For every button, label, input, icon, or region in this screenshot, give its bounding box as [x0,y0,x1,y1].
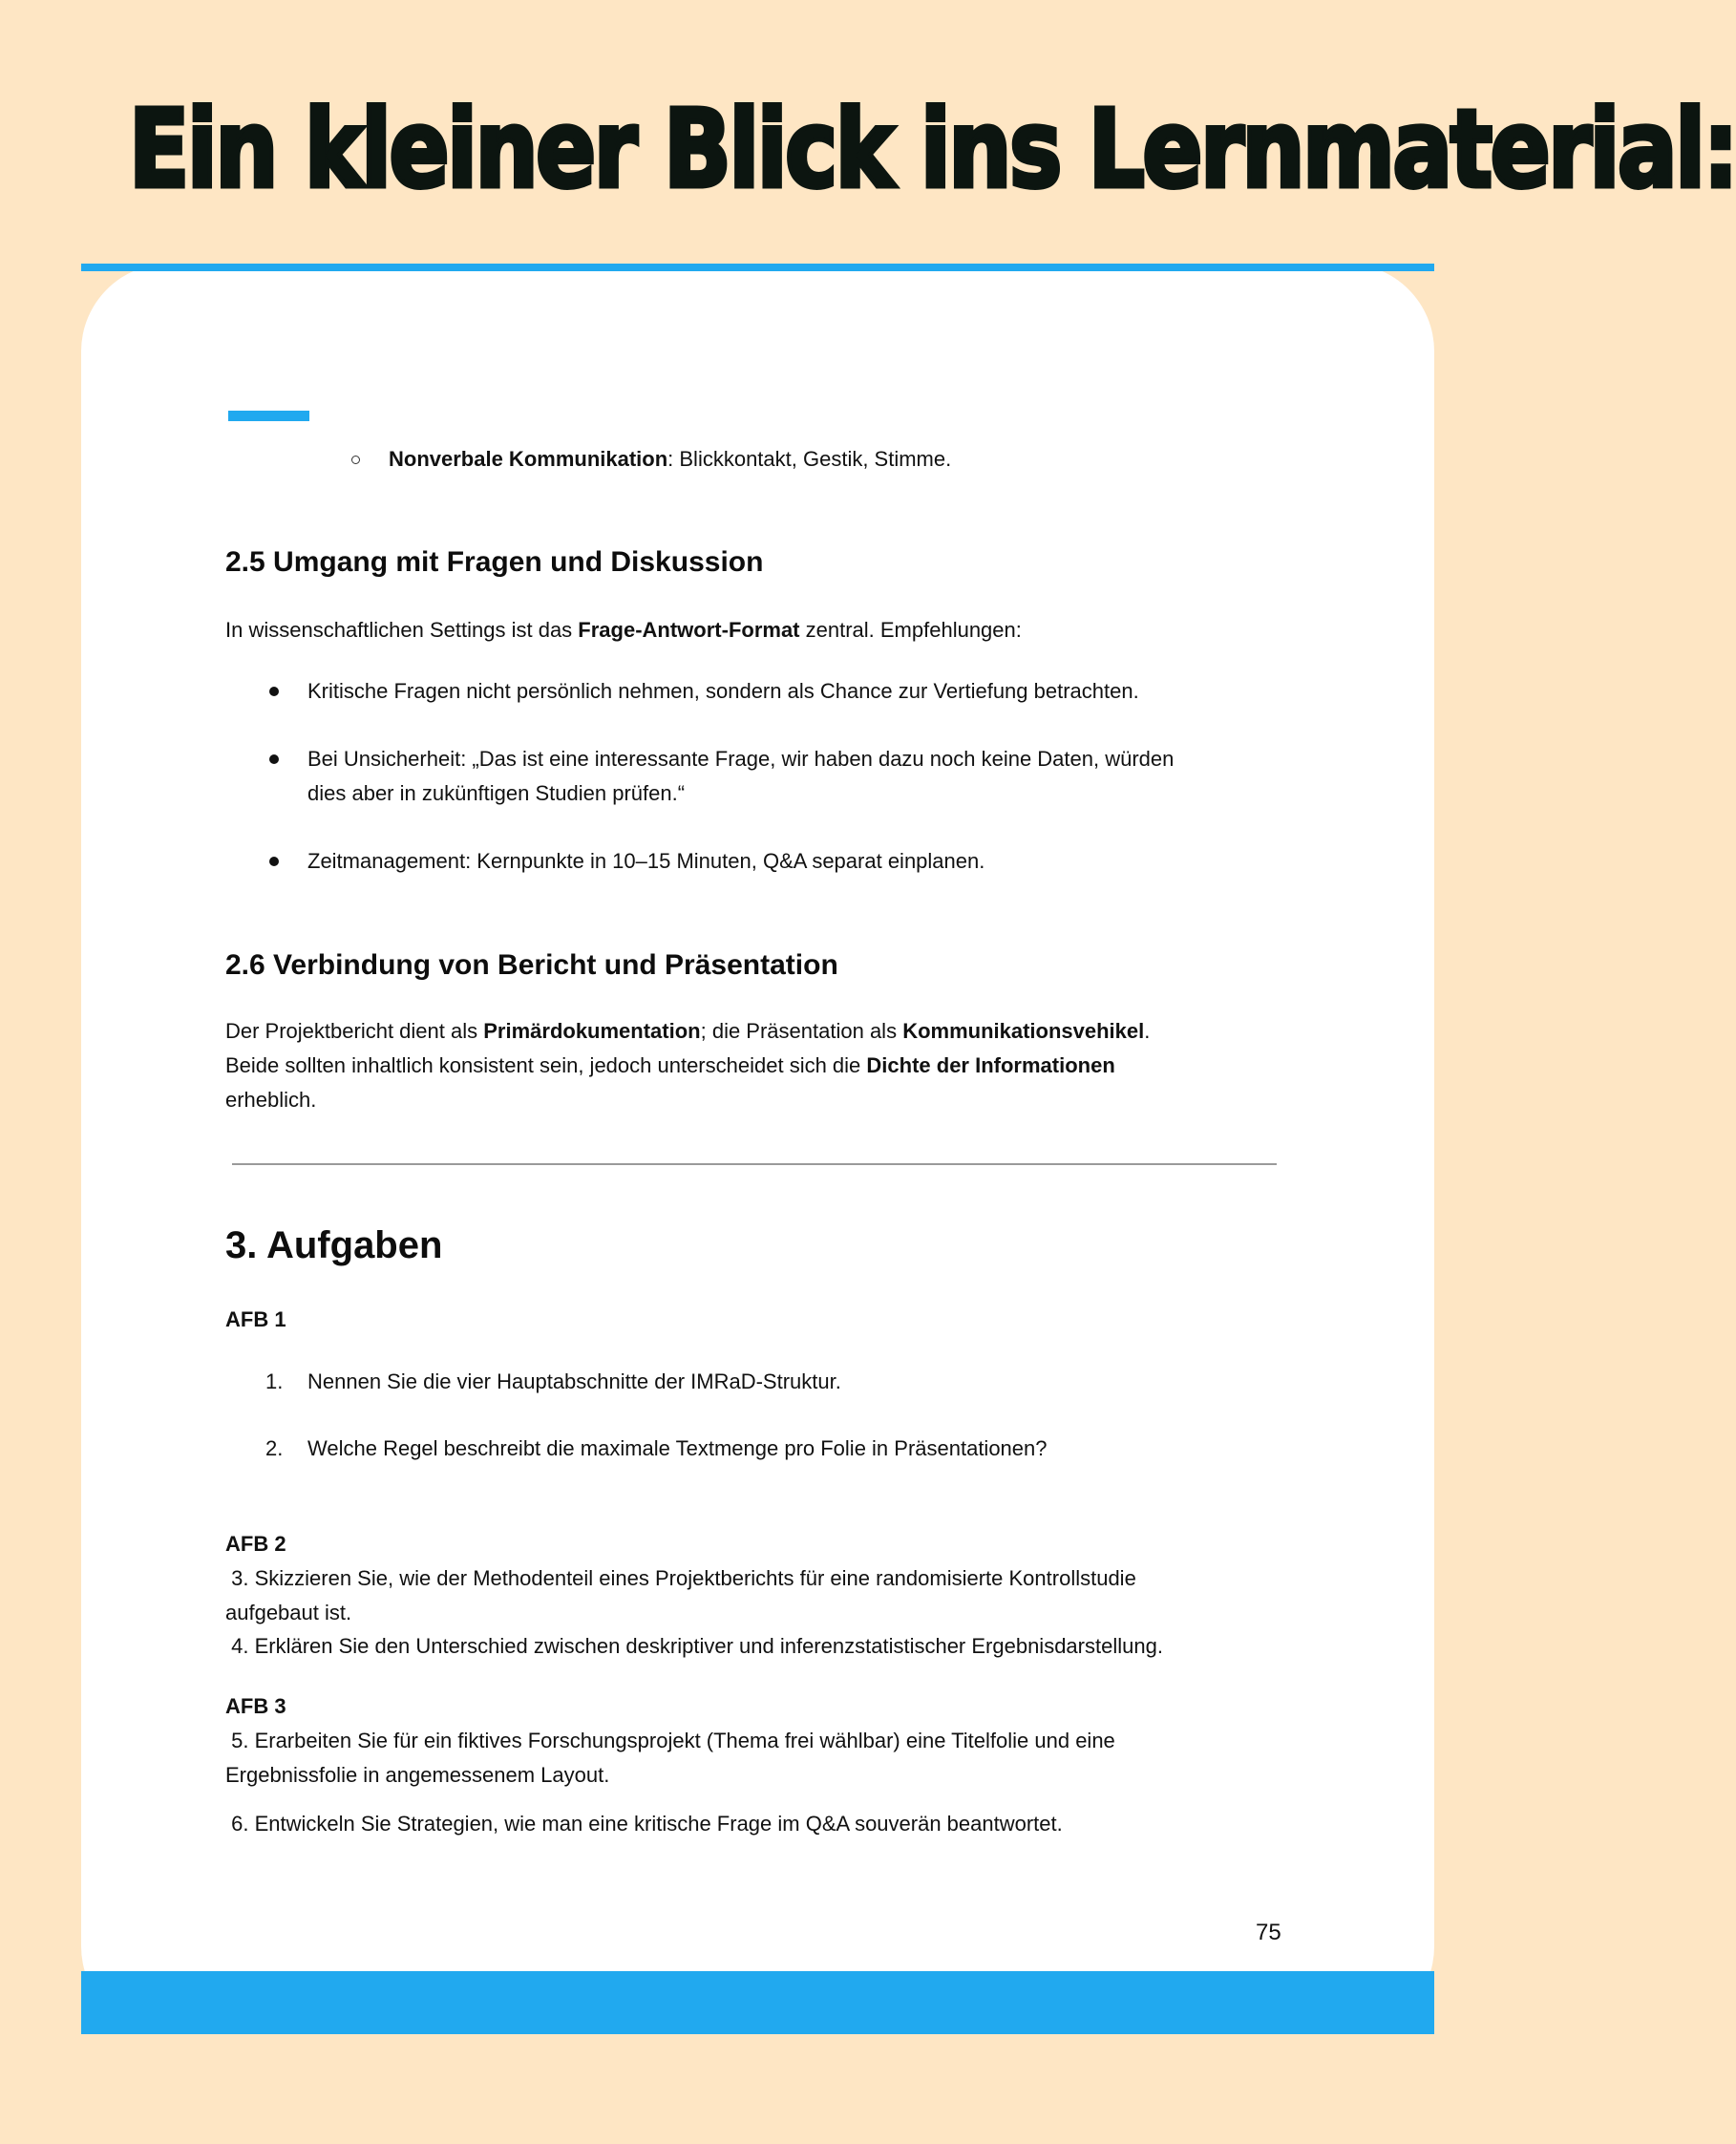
horizontal-divider [232,1163,1277,1165]
intro-text: In wissenschaftlichen Settings ist das [225,618,579,642]
task-item: Welche Regel beschreibt die maximale Textmenge pro Folie in Präsentationen? [307,1436,1048,1460]
afb-2-label: AFB 2 [225,1532,286,1556]
section-2-6-line-1 [225,1014,1150,1049]
task-item: 4. Erklären Sie den Unterschied zwischen deskriptiver und inferenzstatistischer Ergebnisdarstellung. [225,1634,1163,1658]
bullet-item: Kritische Fragen nicht persönlich nehmen, sondern als Chance zur Vertiefung betrachten. [307,679,1139,703]
page-number: 75 [1256,1920,1281,1945]
section-2-6-line-3: erheblich. [225,1088,317,1112]
bottom-accent-band [81,1971,1434,2034]
afb-3-label: AFB 3 [225,1694,286,1718]
bold-term: Primärdokumentation [483,1019,701,1043]
afb-1-label: AFB 1 [225,1307,286,1331]
task-item-continuation: aufgebaut ist. [225,1601,352,1624]
section-heading-3: 3. Aufgaben [225,1224,443,1266]
bullet-item-continuation: dies aber in zukünftigen Studien prüfen.“ [307,781,686,805]
accent-bar [228,411,309,421]
banner-title: Ein kleiner Blick ins Lernmaterial: [128,88,1736,212]
document-page-card [81,264,1434,2034]
bold-term: Kommunikationsvehikel [902,1019,1145,1043]
section-2-5-intro [225,613,1022,647]
task-item: 5. Erarbeiten Sie für ein fiktives Forschungsprojekt (Thema frei wählbar) eine Titelfolie und eine [225,1729,1115,1752]
paragraph-text: ; die Präsentation als [700,1019,903,1043]
list-number: 1. [265,1369,284,1393]
intro-bold-term: Frage-Antwort-Format [578,618,800,642]
sub-bullet-term: Nonverbale Kommunikation [389,447,668,471]
task-item: 3. Skizzieren Sie, wie der Methodenteil eines Projektberichts für eine randomisierte Kontrollstudie [225,1566,1136,1590]
bullet-icon [269,857,279,866]
bullet-item: Zeitmanagement: Kernpunkte in 10–15 Minuten, Q&A separat einplanen. [307,849,985,873]
bullet-item: Bei Unsicherheit: „Das ist eine interessante Frage, wir haben dazu noch keine Daten, würden [307,747,1175,771]
section-heading-2-6: 2.6 Verbindung von Bericht und Präsentation [225,949,838,981]
bold-term: Dichte der Informationen [866,1053,1115,1077]
paragraph-text: Der Projektbericht dient als [225,1019,484,1043]
paragraph-text: Beide sollten inhaltlich konsistent sein, jedoch unterscheidet sich die [225,1053,867,1077]
hollow-bullet-icon [351,456,360,464]
task-item: 6. Entwickeln Sie Strategien, wie man eine kritische Frage im Q&A souverän beantwortet. [225,1812,1063,1836]
section-2-6-line-2 [225,1049,1115,1083]
bullet-icon [269,687,279,696]
top-accent-strip [81,264,1434,271]
task-item-continuation: Ergebnissfolie in angemessenem Layout. [225,1763,610,1787]
task-item: Nennen Sie die vier Hauptabschnitte der IMRaD-Struktur. [307,1369,841,1393]
list-number: 2. [265,1436,284,1460]
section-heading-2-5: 2.5 Umgang mit Fragen und Diskussion [225,546,764,578]
bullet-icon [269,754,279,764]
sub-bullet-text: : Blickkontakt, Gestik, Stimme. [667,447,952,471]
sub-bullet-item [389,442,951,477]
paragraph-text: . [1144,1019,1151,1043]
intro-text-end: zentral. Empfehlungen: [799,618,1022,642]
